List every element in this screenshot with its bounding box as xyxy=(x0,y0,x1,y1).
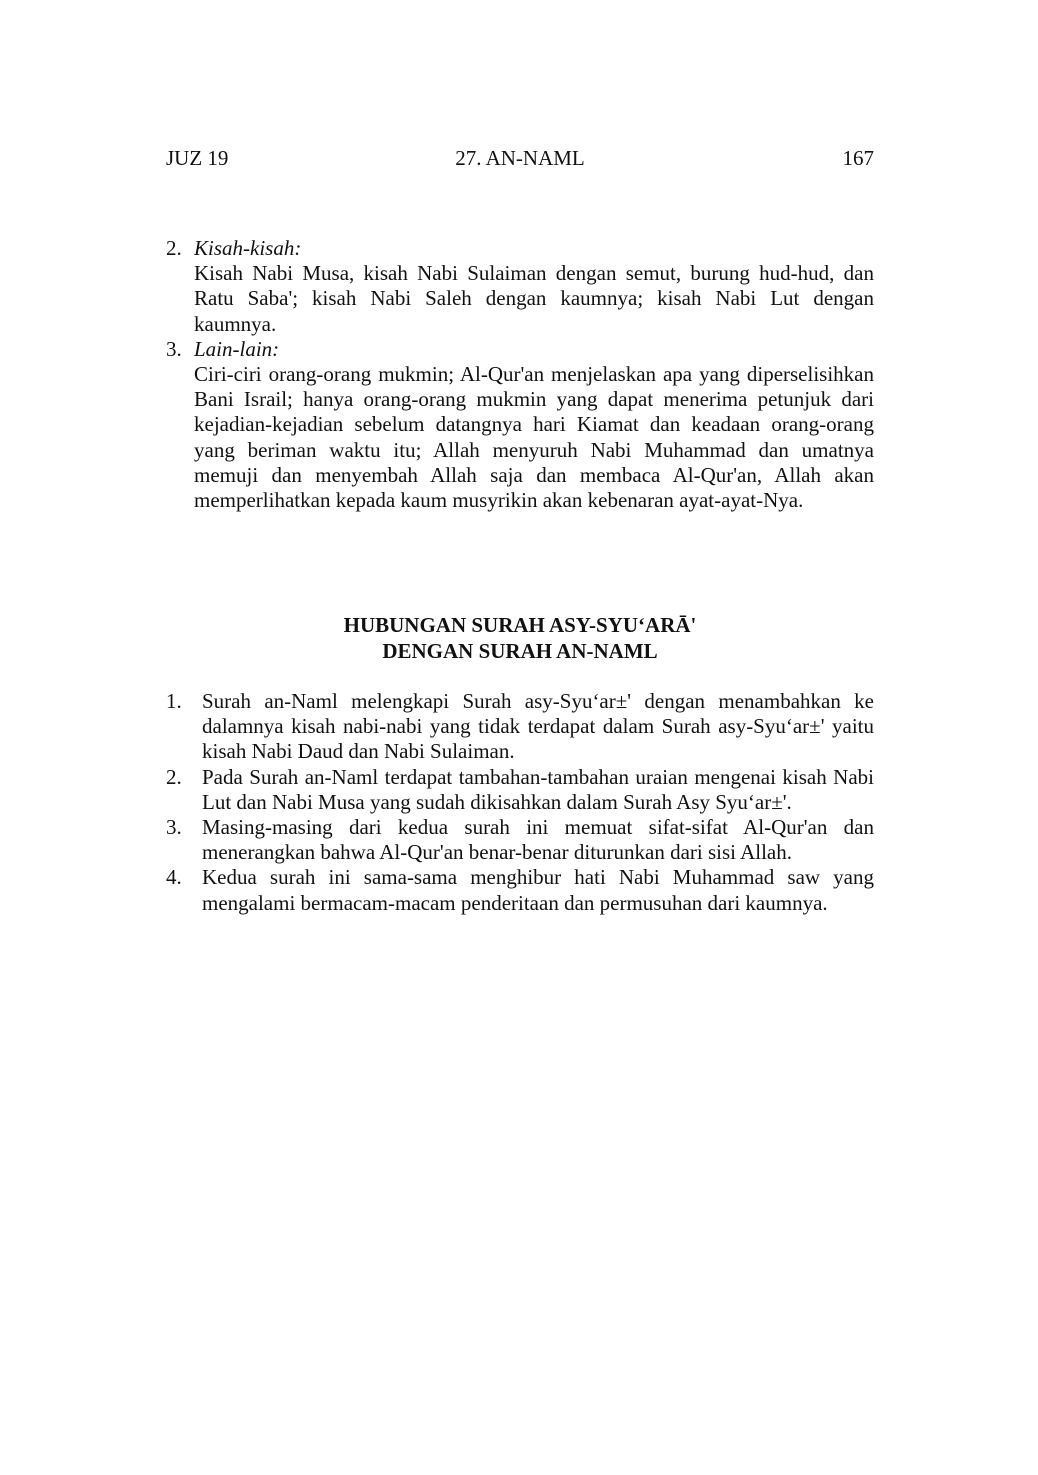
juz-label: JUZ 19 xyxy=(166,146,229,170)
item-heading: Lain-lain: xyxy=(194,336,280,361)
item-number: 3. xyxy=(166,815,182,840)
list-item xyxy=(166,815,874,865)
list-item xyxy=(166,337,874,513)
item-number: 1. xyxy=(166,689,182,713)
item-text: Masing-masing dari kedua surah ini memuat sifat-sifat Al-Qur'an dan menerangkan bahwa Al-Qur'an benar-benar diturunkan dari sisi Allah. xyxy=(202,815,874,865)
item-number: 3. xyxy=(166,336,182,361)
item-text: Surah an-Naml melengkapi Surah asy-Syu‘ar±' dengan menambahkan ke dalamnya kisah nabi-nabi yang tidak terdapat dalam Surah asy-Syu‘ar±' yaitu kisah Nabi Daud dan Nabi Sulaiman. xyxy=(202,689,874,764)
list-item xyxy=(166,236,874,337)
relation-list xyxy=(166,689,874,916)
item-number: 4. xyxy=(166,865,182,890)
section-title-line-2: DENGAN SURAH AN-NAML xyxy=(382,639,658,663)
item-body: Kisah Nabi Musa, kisah Nabi Sulaiman dengan semut, burung hud-hud, dan Ratu Saba'; kisah Nabi Saleh dengan kaumnya; kisah Nabi Lut dengan kaumnya. xyxy=(194,261,874,336)
list-item xyxy=(166,765,874,815)
item-number: 2. xyxy=(166,764,182,789)
list-item xyxy=(166,689,874,765)
item-body: Ciri-ciri orang-orang mukmin; Al-Qur'an menjelaskan apa yang diperselisihkan Bani Israil; hanya orang-orang mukmin yang dapat menerima petunjuk dari kejadian-kejadian sebelum datangnya hari Kiamat dan keadaan orang-orang yang beriman waktu itu; Allah menyuruh Nabi Muhammad dan umatnya memuji dan menyembah Allah saja dan membaca Al-Qur'an, Allah akan memperlihatkan kepada kaum musyrikin akan kebenaran ayat-ayat-Nya. xyxy=(194,362,874,513)
list-item xyxy=(166,865,874,915)
page-number: 167 xyxy=(842,146,874,170)
section-title xyxy=(166,612,874,664)
section-title-line-1: HUBUNGAN SURAH ASY-SYU‘ARĀ' xyxy=(343,613,697,637)
item-heading: Kisah-kisah: xyxy=(194,236,302,260)
item-text: Pada Surah an-Naml terdapat tambahan-tambahan uraian mengenai kisah Nabi Lut dan Nabi Musa yang sudah dikisahkan dalam Surah Asy Syu‘ar±'. xyxy=(202,764,874,814)
content-list xyxy=(166,236,874,513)
surah-title: 27. AN-NAML xyxy=(455,146,585,170)
item-text: Kedua surah ini sama-sama menghibur hati Nabi Muhammad saw yang mengalami bermacam-macam penderitaan dan permusuhan dari kaumnya. xyxy=(202,865,874,915)
page-header xyxy=(166,146,874,174)
item-number: 2. xyxy=(166,236,182,260)
